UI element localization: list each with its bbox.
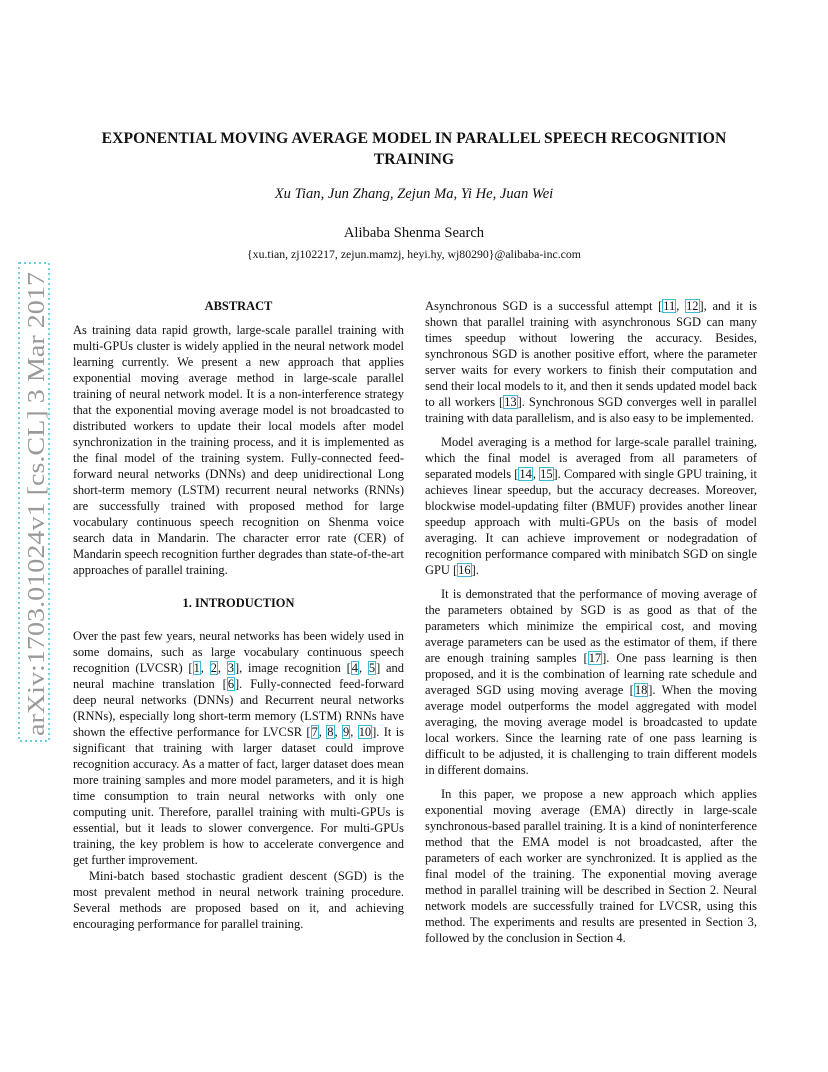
- citation-link[interactable]: 9: [342, 725, 350, 739]
- abstract-text: As training data rapid growth, large-scale parallel training with multi-GPUs cluster is widely applied in the neural network model learning currently. We present a new approach that applies exponential moving average method in large-scale parallel training of neural network model. It is a non-interference strategy that the exponential moving average model is not broadcasted to distributed workers to update their local models after model synchronization in the training process, and it is implemented as the final model of the training system. Fully-connected feed-forward neural networks (DNNs) and deep unidirectional Long short-term memory (LSTM) recurrent neural networks (RNNs) are successfully trained with proposed method for large vocabulary continuous speech recognition on Shenma voice search data in Mandarin. The character error rate (CER) of Mandarin speech recognition further degrades than state-of-the-art approaches of parallel training.: [73, 323, 404, 577]
- intro-paragraph-1: Over the past few years, neural networks has been widely used in some domains, such as large vocabulary continuous speech recognition (LVCSR) [1, 2, 3], image recognition [4, 5] and neural machine translation [6]. Fully-connected feed-forward deep neural networks (DNNs) and Recurrent neural networks (RNNs), especially long short-term memory (LSTM) RNNs have shown the effective performance for LVCSR [7, 8, 9, 10]. It is significant that training with larger dataset could improve recognition accuracy. As a matter of fact, larger dataset does mean more training samples and more model parameters, and it is high time consumption to train neural networks with only one computing unit. Therefore, parallel training with multi-GPUs is essential, but it leads to slower convergence. For multi-GPUs training, the key problem is how to accelerate convergence and get further improvement.: [73, 629, 405, 867]
- citation-link[interactable]: 18: [634, 683, 648, 697]
- citation-link[interactable]: 12: [686, 299, 699, 313]
- introduction-heading: 1. INTRODUCTION: [182, 596, 295, 610]
- citation-link[interactable]: 2: [210, 661, 217, 675]
- citation-link[interactable]: 5: [368, 661, 376, 675]
- citation-link[interactable]: 6: [227, 677, 235, 691]
- citation-link[interactable]: 4: [351, 661, 358, 675]
- citation-link[interactable]: 14: [519, 467, 532, 481]
- citation-link[interactable]: 1: [193, 661, 200, 675]
- arxiv-identifier-stamp[interactable]: [18, 262, 50, 742]
- citation-link[interactable]: 15: [540, 467, 553, 481]
- intro-paragraph-2: Mini-batch based stochastic gradient descent (SGD) is the most prevalent method in neural network training procedure. Several methods are proposed based on it, and achieving encouraging performance for parallel training.: [73, 869, 404, 931]
- paper-title: [60, 128, 768, 170]
- citation-link[interactable]: 10: [358, 725, 372, 739]
- citation-link[interactable]: 7: [311, 725, 318, 739]
- section-link[interactable]: 4: [616, 931, 623, 945]
- citation-link[interactable]: 8: [327, 725, 334, 739]
- section-link[interactable]: 3: [747, 915, 754, 929]
- intro-paragraph-5: It is demonstrated that the performance of moving average of the parameters obtained by SGD is as good as that of the parameters which minimize the empirical cost, and moving average parameters can be used as the estimator of them, if there are enough training samples [17]. One pass learning is then proposed, and it is the combination of learning rate schedule and averaged SGD using moving average [18]. When the moving average model outperforms the model aggregated with model averaging, the moving average model is broadcasted to update local workers. Since the learning rate of one pass learning is difficult to be adjusted, it is challenging to train different models in different domains.: [425, 587, 757, 777]
- author-emails: {xu.tian, zj102217, zejun.mamzj, heyi.hy, wj80290}@alibaba-inc.com: [247, 247, 581, 261]
- abstract-heading: ABSTRACT: [204, 299, 273, 313]
- paper-title-line-2: TRAINING: [373, 151, 455, 168]
- intro-paragraph-3: Asynchronous SGD is a successful attempt [11, 12], and it is shown that parallel training with asynchronous SGD can many times speedup without lowering the accuracy. Besides, synchronous SGD is another positive effort, where the parameter server waits for every workers to finish their computation and send their local models to it, and then it sends updated model back to all workers [13]. Synchronous SGD converges well in parallel training with data parallelism, and is also easy to be implemented.: [425, 299, 758, 425]
- affiliation: Alibaba Shenma Search: [343, 225, 485, 241]
- citation-link[interactable]: 3: [227, 661, 235, 675]
- section-link[interactable]: 2: [709, 883, 717, 897]
- intro-paragraph-6: In this paper, we propose a new approach which applies exponential moving average (EMA) directly in large-scale synchronous-based parallel training. It is a kind of noninterference method that the EMA model is not broadcasted, after the parameters of each worker are synchronized. It is applied as the final model of the training. The exponential moving average method in parallel training will be described in Section 2. Neural network models are successfully trained for LVCSR, using this method. The experiments and results are presented in Section 3, followed by the conclusion in Section 4.: [425, 787, 757, 945]
- citation-link[interactable]: 16: [458, 563, 471, 577]
- right-column: [425, 298, 757, 946]
- paper-title-line-1: EXPONENTIAL MOVING AVERAGE MODEL IN PARALLEL SPEECH RECOGNITION: [101, 130, 727, 147]
- arxiv-identifier-text: arXiv:1703.01024v1 [cs.CL] 3 Mar 2017: [24, 340, 50, 736]
- citation-link[interactable]: 11: [663, 299, 676, 313]
- author-list: Xu Tian, Jun Zhang, Zejun Ma, Yi He, Juan Wei: [274, 186, 554, 202]
- citation-link[interactable]: 17: [588, 651, 602, 665]
- intro-paragraph-4: Model averaging is a method for large-scale parallel training, which the final model is averaged from all parameters of separated models [14, 15]. Compared with single GPU training, it achieves linear speedup, but the accuracy decreases. Moreover, blockwise model-updating filter (BMUF) provides another linear speedup approach with multi-GPUs on the basis of model averaging. It can achieve improvement or nodegradation of recognition performance compared with minibatch SGD on single GPU [16].: [425, 435, 758, 577]
- left-column: [73, 298, 404, 932]
- citation-link[interactable]: 13: [504, 395, 517, 409]
